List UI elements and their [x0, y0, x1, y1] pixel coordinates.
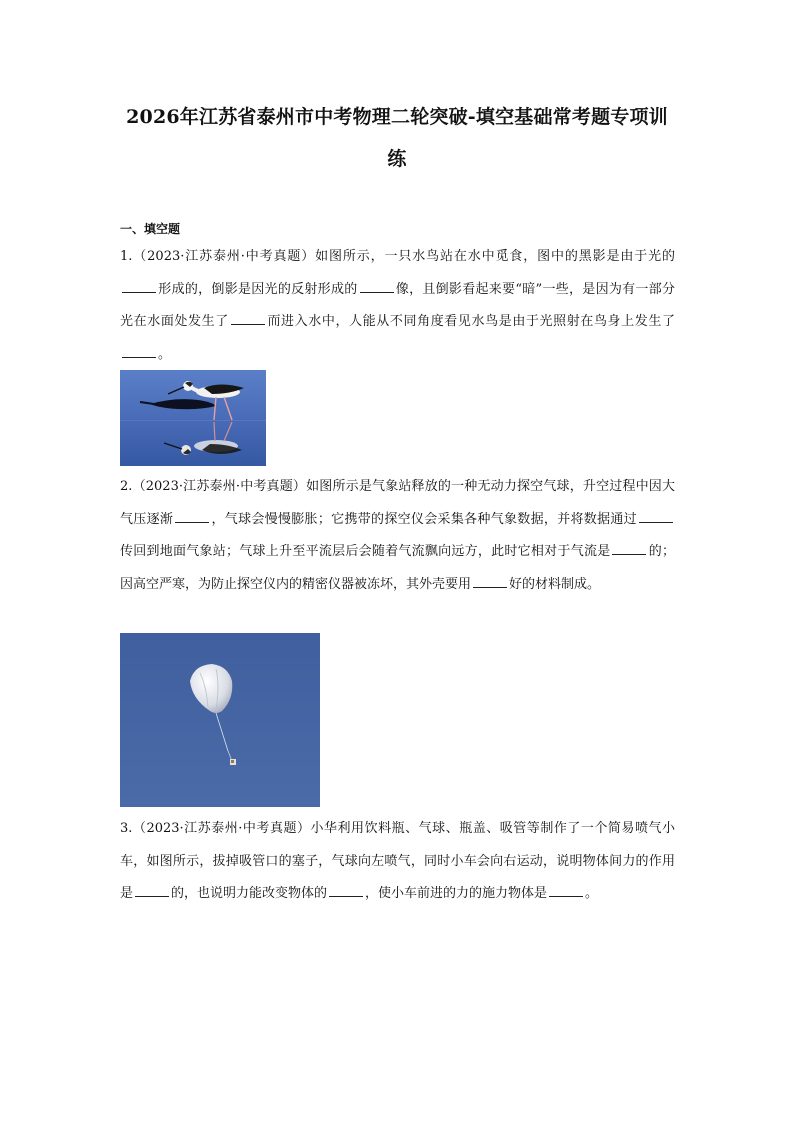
answer-blank — [612, 544, 646, 555]
answer-blank — [135, 886, 169, 897]
question-3 — [120, 813, 675, 911]
question-text: ，气球会慢慢膨胀；它携带的探空仪会采集各种气象数据，并将数据通过 — [211, 511, 637, 527]
wading-bird-photo — [120, 370, 266, 466]
question-2 — [120, 471, 675, 601]
question-text: 像，且倒影看起来要“暗”一些，是因为有一部分光在水面处发生了 — [120, 281, 675, 329]
question-text: 形成的，倒影是因光的反射形成的 — [158, 281, 358, 297]
question-source: （2023·江苏泰州·中考真题） — [132, 821, 311, 836]
question-source: （2023·江苏泰州·中考真题） — [132, 479, 307, 494]
answer-blank — [231, 314, 265, 325]
question-text: 小华利用饮料瓶、气球、瓶盖、吸管等制作了一个简易喷气小车，如图所示，拔掉吸管口的塞子，气球向左喷气，同时小车会向右运动，说明物体间力的作用是 — [120, 821, 675, 901]
answer-blank — [473, 577, 507, 588]
question-text: 传回到地面气象站；气球上升至平流层后会随着气流飘向远方，此时它相对于气流是 — [120, 544, 611, 559]
answer-blank — [175, 512, 209, 523]
question-text: ，使小车前进的力的施力物体是 — [365, 886, 548, 901]
section-heading: 一、填空题 — [120, 222, 181, 236]
question-text: 的，也说明力能改变物体的 — [171, 886, 328, 901]
question-1 — [120, 241, 675, 371]
question-number: 2. — [120, 479, 133, 494]
question-text: 如图所示是气象站释放的一种无动力探空气球，升空过程中因大气压逐渐 — [120, 479, 675, 527]
answer-blank — [360, 282, 394, 293]
question-number: 1. — [120, 249, 133, 264]
question-text: 的；因高空严寒，为防止探空仪内的精密仪器被冻坏，其外壳要用 — [120, 544, 675, 592]
question-text: 如图所示，一只水鸟站在水中觅食，图中的黑影是由于光的 — [315, 249, 675, 264]
question-text: 。 — [585, 886, 599, 901]
question-text: 而进入水中，人能从不同角度看见水鸟是由于光照射在鸟身上发生了 — [266, 314, 675, 329]
question-number: 3. — [120, 821, 133, 836]
question-text: 。 — [158, 346, 172, 362]
answer-blank — [122, 282, 156, 293]
document-title — [110, 96, 684, 180]
bird-figure — [120, 370, 266, 466]
answer-blank — [329, 886, 363, 897]
answer-blank — [122, 347, 156, 358]
title-line-2: 练 — [387, 148, 407, 170]
answer-blank — [549, 886, 583, 897]
weather-balloon-photo — [120, 633, 320, 807]
answer-blank — [639, 512, 673, 523]
title-line-1: 2026年江苏省泰州市中考物理二轮突破-填空基础常考题专项训 — [126, 106, 668, 128]
question-source: （2023·江苏泰州·中考真题） — [132, 249, 316, 264]
balloon-figure — [120, 633, 320, 807]
question-text: 好的材料制成。 — [509, 576, 601, 592]
